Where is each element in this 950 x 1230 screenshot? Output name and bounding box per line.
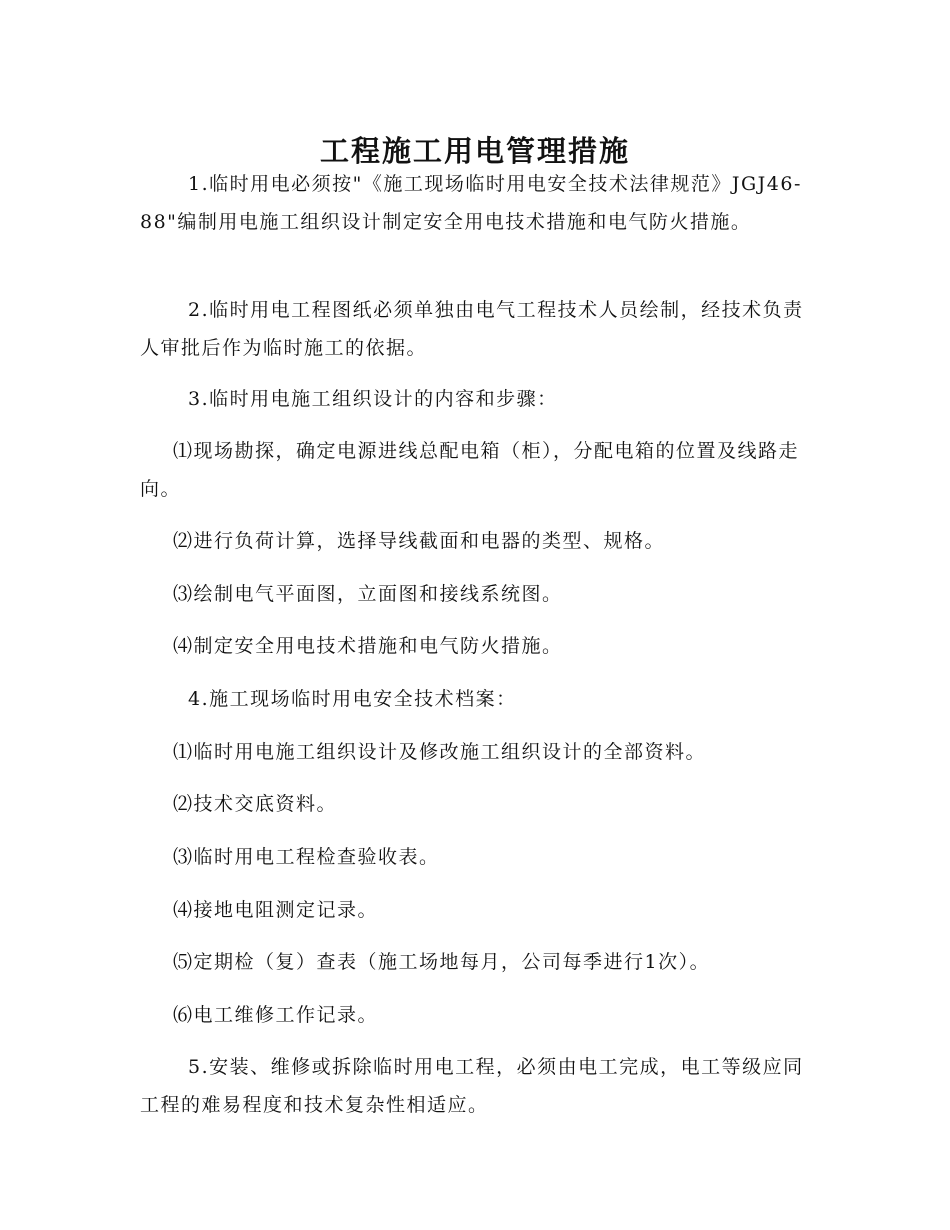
list-item-4-6: ⑹电工维修工作记录。 [173, 1004, 379, 1026]
list-item-4-5: ⑸定期检（复）查表（施工场地每月，公司每季进行1次）。 [173, 951, 711, 973]
list-item-3-4: ⑷制定安全用电技术措施和电气防火措施。 [173, 635, 563, 657]
list-item-3-3: ⑶绘制电气平面图，立面图和接线系统图。 [173, 583, 563, 605]
paragraph-3: 3.临时用电施工组织设计的内容和步骤： [188, 388, 558, 410]
list-item-4-1: ⑴临时用电施工组织设计及修改施工组织设计的全部资料。 [173, 741, 707, 763]
list-item-3-2: ⑵进行负荷计算，选择导线截面和电器的类型、规格。 [173, 530, 666, 552]
paragraph-1: 1.临时用电必须按"《施工现场临时用电安全技术法律规范》JGJ46-88"编制用电施工组织设计制定安全用电技术措施和电气防火措施。 [140, 173, 802, 233]
list-item-4-4: ⑷接地电阻测定记录。 [173, 899, 379, 921]
list-item-3-1: ⑴现场勘探，确定电源进线总配电箱（柜），分配电箱的位置及线路走向。 [140, 440, 800, 500]
paragraph-5: 5.安装、维修或拆除临时用电工程，必须由电工完成，电工等级应同工程的难易程度和技术复杂性相适应。 [140, 1056, 804, 1116]
paragraph-4: 4.施工现场临时用电安全技术档案： [188, 688, 517, 710]
paragraph-2: 2.临时用电工程图纸必须单独由电气工程技术人员绘制，经技术负责人审批后作为临时施工的依据。 [140, 299, 804, 359]
list-item-4-2: ⑵技术交底资料。 [173, 793, 338, 815]
document-title: 工程施工用电管理措施 [319, 134, 630, 169]
list-item-4-3: ⑶临时用电工程检查验收表。 [173, 846, 440, 868]
